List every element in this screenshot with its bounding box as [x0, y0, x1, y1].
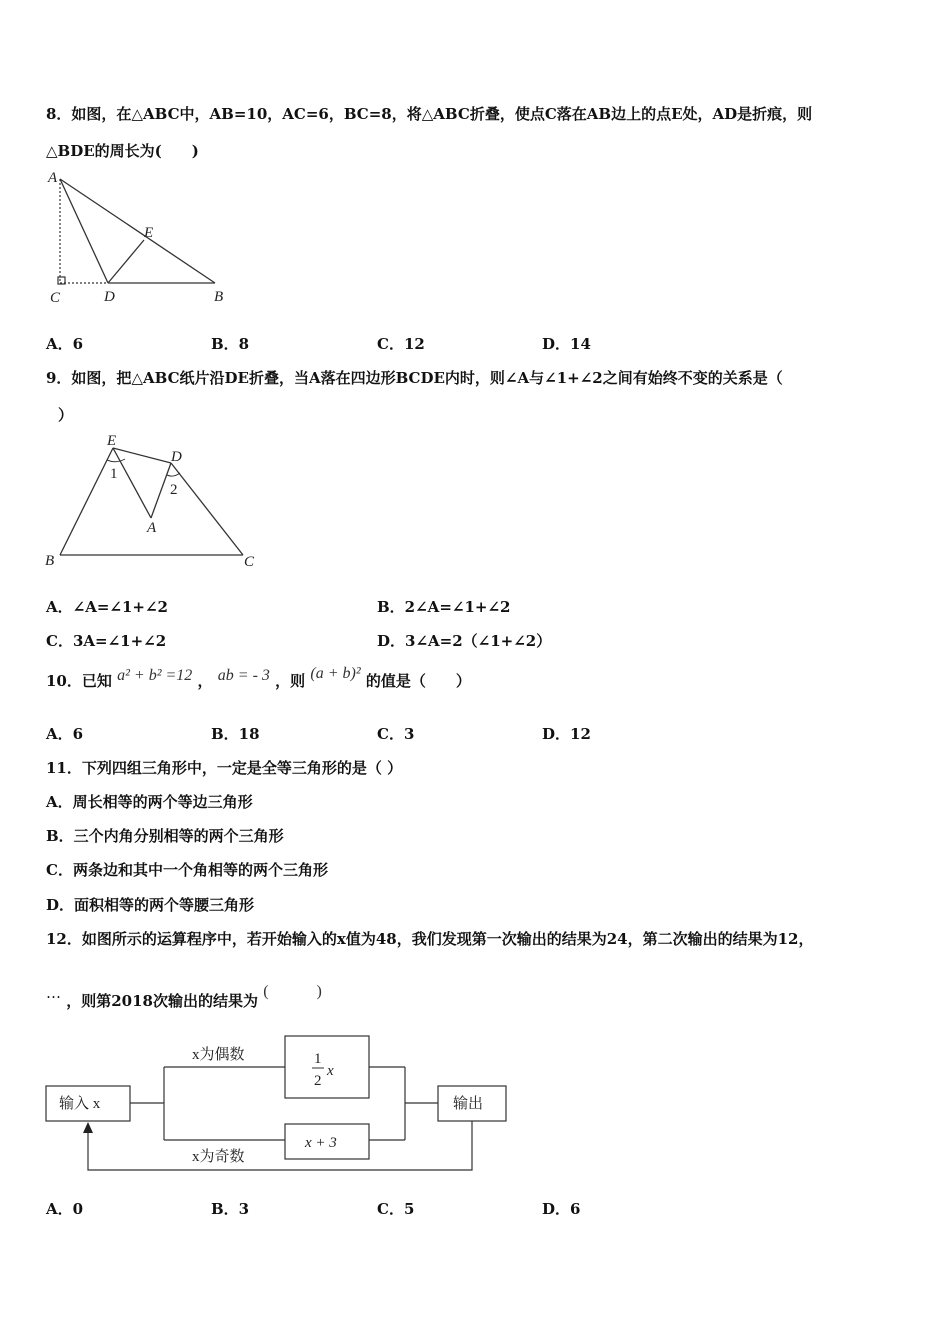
q12-stem-line1: 12．如图所示的运算程序中，若开始输入的x值为48，我们发现第一次输出的结果为24，第二次输出的结果为12， [46, 930, 814, 948]
q12-option-d: D．6 [542, 1200, 581, 1218]
q8-stem-line1: 8．如图，在△ABC中，AB=10，AC=6，BC=8，将△ABC折叠，使点C落在AB边上的点E处，AD是折痕，则 [46, 105, 813, 123]
q11-option-d: D．面积相等的两个等腰三角形 [46, 896, 255, 914]
q8-stem-line2: △BDE的周长为( ) [46, 142, 199, 160]
flow-return-arrow-icon [83, 1122, 93, 1133]
q9-label-d: D [171, 449, 182, 465]
flow-half-variable: x [327, 1063, 334, 1079]
q8-label-e: E [144, 225, 154, 241]
flow-input-label: 输入 x [59, 1096, 101, 1112]
q9-stem-line1: 9．如图，把△ABC纸片沿DE折叠，当A落在四边形BCDE内时，则∠A与∠1+∠2之间有始终不变的关系是（ [46, 369, 783, 387]
q12-ellipsis: … [46, 984, 61, 1002]
flow-plus3-label: x + 3 [305, 1135, 337, 1151]
q10-option-c: C．3 [377, 725, 415, 743]
q9-folded-figure [40, 428, 270, 578]
flow-even-label: x为偶数 [192, 1047, 245, 1063]
q8-option-a: A．6 [46, 335, 84, 353]
q9-label-b: B [45, 553, 55, 569]
q12-flowchart [40, 1030, 520, 1180]
q10-equation-2: ab = - 3 [217, 667, 270, 684]
q9-label-angle2: 2 [170, 482, 178, 498]
q10-suffix: 的值是（ ） [365, 672, 471, 690]
q8-option-c: C．12 [377, 335, 425, 353]
flow-half-numerator: 1 [314, 1051, 322, 1067]
q8-label-a: A [48, 170, 58, 186]
q10-expression: (a + b)² [310, 665, 361, 682]
q12-option-b: B．3 [211, 1200, 250, 1218]
q11-option-c: C．两条边和其中一个角相等的两个三角形 [46, 861, 328, 879]
q9-label-e: E [107, 433, 117, 449]
q12-option-a: A．0 [46, 1200, 84, 1218]
q11-stem: 11．下列四组三角形中，一定是全等三角形的是（ ） [46, 759, 403, 777]
q10-option-d: D．12 [542, 725, 591, 743]
q9-option-a: A．∠A=∠1+∠2 [46, 598, 168, 616]
q8-triangle-figure [40, 165, 250, 310]
q8-label-b: B [214, 289, 224, 305]
q9-option-c: C．3A=∠1+∠2 [46, 632, 167, 650]
q12-stem-line2 [46, 983, 322, 1011]
q9-option-d: D．3∠A=2（∠1+∠2） [377, 632, 552, 650]
flow-odd-label: x为奇数 [192, 1149, 245, 1165]
q12-answer-paren: ( ) [263, 983, 322, 1000]
q8-option-b: B．8 [211, 335, 250, 353]
q9-stem-line2: ） [58, 406, 74, 424]
q9-option-b: B．2∠A=∠1+∠2 [377, 598, 511, 616]
q9-label-angle1: 1 [110, 466, 118, 482]
q8-option-d: D．14 [542, 335, 591, 353]
q9-label-c: C [244, 554, 255, 570]
q12-option-c: C．5 [377, 1200, 415, 1218]
q10-separator: ， [197, 672, 213, 690]
q11-option-a: A．周长相等的两个等边三角形 [46, 793, 253, 811]
q9-label-a: A [147, 520, 157, 536]
q10-prefix: 10．已知 [46, 672, 112, 690]
q10-option-b: B．18 [211, 725, 260, 743]
flow-half-denominator: 2 [314, 1073, 322, 1089]
flow-output-label: 输出 [453, 1096, 484, 1112]
q10-then: ，则 [275, 672, 306, 690]
q10-equation-1: a² + b² =12 [117, 667, 193, 684]
q8-label-c: C [50, 290, 61, 306]
q11-option-b: B．三个内角分别相等的两个三角形 [46, 827, 284, 845]
q12-stem-text: ，则第2018次输出的结果为 [66, 992, 258, 1010]
q8-label-d: D [104, 289, 115, 305]
q10-stem [46, 665, 471, 691]
q10-option-a: A．6 [46, 725, 84, 743]
